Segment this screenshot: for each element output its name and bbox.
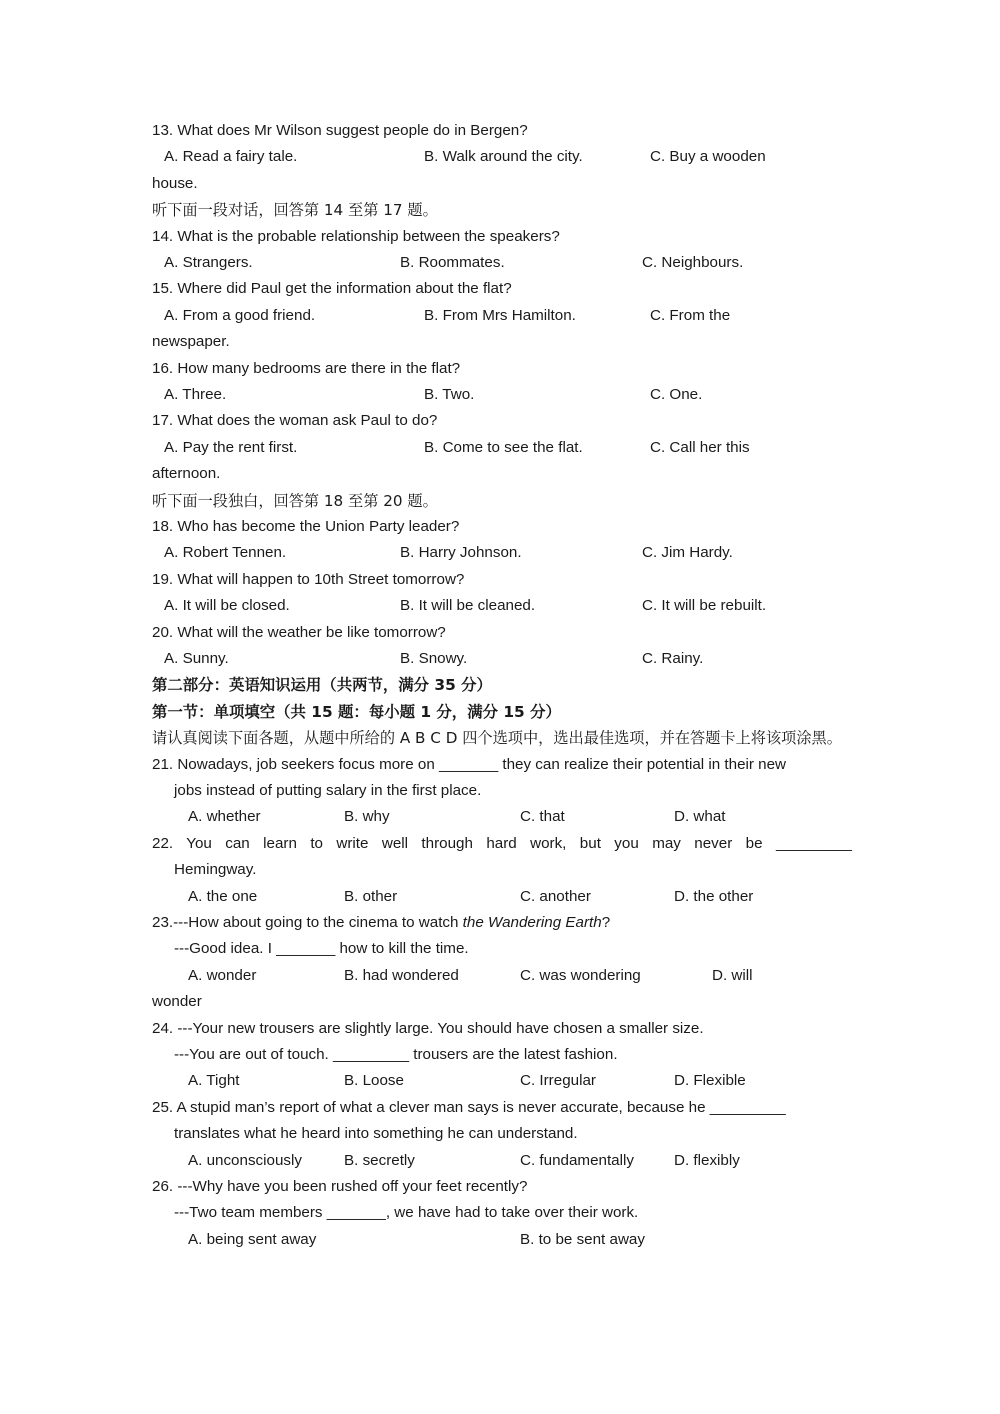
option-21-c[interactable]: C. that — [520, 808, 565, 826]
question-stem-14: 14. What is the probable relationship between the speakers? — [152, 227, 560, 245]
listening-direction-14-17: 听下面一段对话，回答第 14 至第 17 题。 — [152, 201, 438, 220]
options-row-25 — [152, 1148, 852, 1174]
option-16-b[interactable]: B. Two. — [424, 386, 475, 404]
option-23-a[interactable]: A. wonder — [188, 966, 257, 984]
question-stem-13: 13. What does Mr Wilson suggest people do in Bergen? — [152, 122, 528, 139]
option-25-a[interactable]: A. unconsciously — [188, 1151, 302, 1169]
option-26-b[interactable]: B. to be sent away — [520, 1230, 645, 1248]
options-row-24 — [152, 1068, 852, 1094]
question-stem-22: 22. You can learn to write well through hard work, but you may never be _________ — [152, 834, 852, 852]
option-16-c[interactable]: C. One. — [650, 386, 703, 404]
option-26-a[interactable]: A. being sent away — [188, 1230, 317, 1248]
options-row-23 — [152, 963, 852, 989]
option-18-c[interactable]: C. Jim Hardy. — [642, 544, 733, 562]
option-21-d[interactable]: D. what — [674, 808, 726, 826]
option-19-b[interactable]: B. It will be cleaned. — [400, 597, 536, 615]
option-19-a[interactable]: A. It will be closed. — [164, 597, 290, 615]
question-23-post: ? — [601, 914, 611, 932]
option-20-c[interactable]: C. Rainy. — [642, 650, 704, 668]
question-stem-24: 24. ---Your new trousers are slightly large. You should have chosen a smaller size. — [152, 1019, 704, 1037]
document-body — [152, 118, 852, 1253]
section-one-heading: 第一节：单项填空（共 15 题：每小题 1 分，满分 15 分） — [152, 702, 561, 721]
option-13-c[interactable]: C. Buy a wooden — [650, 148, 766, 166]
option-17-c-overflow: afternoon. — [152, 465, 221, 483]
listening-direction-18-20: 听下面一段独白，回答第 18 至第 20 题。 — [152, 491, 438, 510]
question-stem-25: 25. A stupid man’s report of what a clever man says is never accurate, because he _________ — [152, 1098, 786, 1116]
option-14-c[interactable]: C. Neighbours. — [642, 254, 744, 272]
options-row-13 — [152, 144, 852, 170]
question-stem-25-cont: translates what he heard into something he can understand. — [174, 1125, 578, 1143]
option-20-a[interactable]: A. Sunny. — [164, 650, 229, 668]
option-23-b[interactable]: B. had wondered — [344, 966, 459, 984]
option-14-a[interactable]: A. Strangers. — [164, 254, 253, 272]
option-23-d-overflow: wonder — [152, 993, 202, 1011]
question-stem-16: 16. How many bedrooms are there in the flat? — [152, 359, 461, 377]
question-stem-19: 19. What will happen to 10th Street tomorrow? — [152, 570, 465, 588]
options-row-18 — [152, 540, 852, 566]
option-24-c[interactable]: C. Irregular — [520, 1072, 596, 1090]
option-23-d[interactable]: D. will — [712, 966, 753, 984]
option-22-b[interactable]: B. other — [344, 887, 398, 905]
question-stem-21: 21. Nowadays, job seekers focus more on _______ they can realize their potential in their new — [152, 755, 787, 773]
options-row-20 — [152, 646, 852, 672]
option-19-c[interactable]: C. It will be rebuilt. — [642, 597, 767, 615]
option-13-c-overflow: house. — [152, 174, 198, 192]
question-stem-18: 18. Who has become the Union Party leader? — [152, 518, 460, 536]
question-stem-26: 26. ---Why have you been rushed off your feet recently? — [152, 1178, 528, 1196]
options-row-15 — [152, 303, 852, 329]
option-22-a[interactable]: A. the one — [188, 887, 258, 905]
option-21-a[interactable]: A. whether — [188, 808, 261, 826]
film-title-italic: the Wandering Earth — [462, 914, 602, 932]
option-15-b[interactable]: B. From Mrs Hamilton. — [424, 306, 576, 324]
option-21-b[interactable]: B. why — [344, 808, 390, 826]
option-24-d[interactable]: D. Flexible — [674, 1072, 746, 1090]
option-15-c[interactable]: C. From the — [650, 306, 731, 324]
options-row-17 — [152, 435, 852, 461]
section-instructions: 请认真阅读下面各题，从题中所给的 A B C D 四个选项中，选出最佳选项，并在答题卡上将该项涂黑。 — [152, 729, 842, 748]
option-14-b[interactable]: B. Roommates. — [400, 254, 505, 272]
question-stem-20: 20. What will the weather be like tomorrow? — [152, 623, 446, 641]
option-20-b[interactable]: B. Snowy. — [400, 650, 468, 668]
options-row-22 — [152, 884, 852, 910]
question-stem-17: 17. What does the woman ask Paul to do? — [152, 412, 438, 430]
question-23-pre: 23.---How about going to the cinema to watch — [152, 914, 463, 932]
option-17-b[interactable]: B. Come to see the flat. — [424, 438, 583, 456]
option-17-c[interactable]: C. Call her this — [650, 438, 750, 456]
option-13-a[interactable]: A. Read a fairy tale. — [164, 148, 298, 166]
option-15-a[interactable]: A. From a good friend. — [164, 306, 316, 324]
option-23-c[interactable]: C. was wondering — [520, 966, 641, 984]
option-22-d[interactable]: D. the other — [674, 887, 754, 905]
option-25-d[interactable]: D. flexibly — [674, 1151, 740, 1169]
option-13-b[interactable]: B. Walk around the city. — [424, 148, 583, 166]
option-15-c-overflow: newspaper. — [152, 333, 230, 351]
option-25-c[interactable]: C. fundamentally — [520, 1151, 634, 1169]
option-24-a[interactable]: A. Tight — [188, 1072, 240, 1090]
question-stem-26-cont: ---Two team members _______, we have had to take over their work. — [174, 1204, 639, 1222]
question-stem-15: 15. Where did Paul get the information about the flat? — [152, 280, 512, 298]
option-24-b[interactable]: B. Loose — [344, 1072, 404, 1090]
options-row-19 — [152, 593, 852, 619]
options-row-21 — [152, 804, 852, 830]
question-stem-23-cont: ---Good idea. I _______ how to kill the time. — [174, 940, 469, 958]
options-row-26 — [152, 1227, 852, 1253]
options-row-14 — [152, 250, 852, 276]
option-18-b[interactable]: B. Harry Johnson. — [400, 544, 522, 562]
option-16-a[interactable]: A. Three. — [164, 386, 227, 404]
options-row-16 — [152, 382, 852, 408]
option-22-c[interactable]: C. another — [520, 887, 591, 905]
question-stem-24-cont: ---You are out of touch. _________ trousers are the latest fashion. — [174, 1046, 618, 1064]
option-25-b[interactable]: B. secretly — [344, 1151, 415, 1169]
question-stem-22-cont: Hemingway. — [174, 861, 257, 879]
question-stem-23 — [152, 910, 852, 936]
option-17-a[interactable]: A. Pay the rent first. — [164, 438, 298, 456]
option-18-a[interactable]: A. Robert Tennen. — [164, 544, 287, 562]
part-two-heading: 第二部分：英语知识运用（共两节，满分 35 分） — [152, 676, 492, 695]
question-stem-21-cont: jobs instead of putting salary in the first place. — [174, 782, 482, 800]
